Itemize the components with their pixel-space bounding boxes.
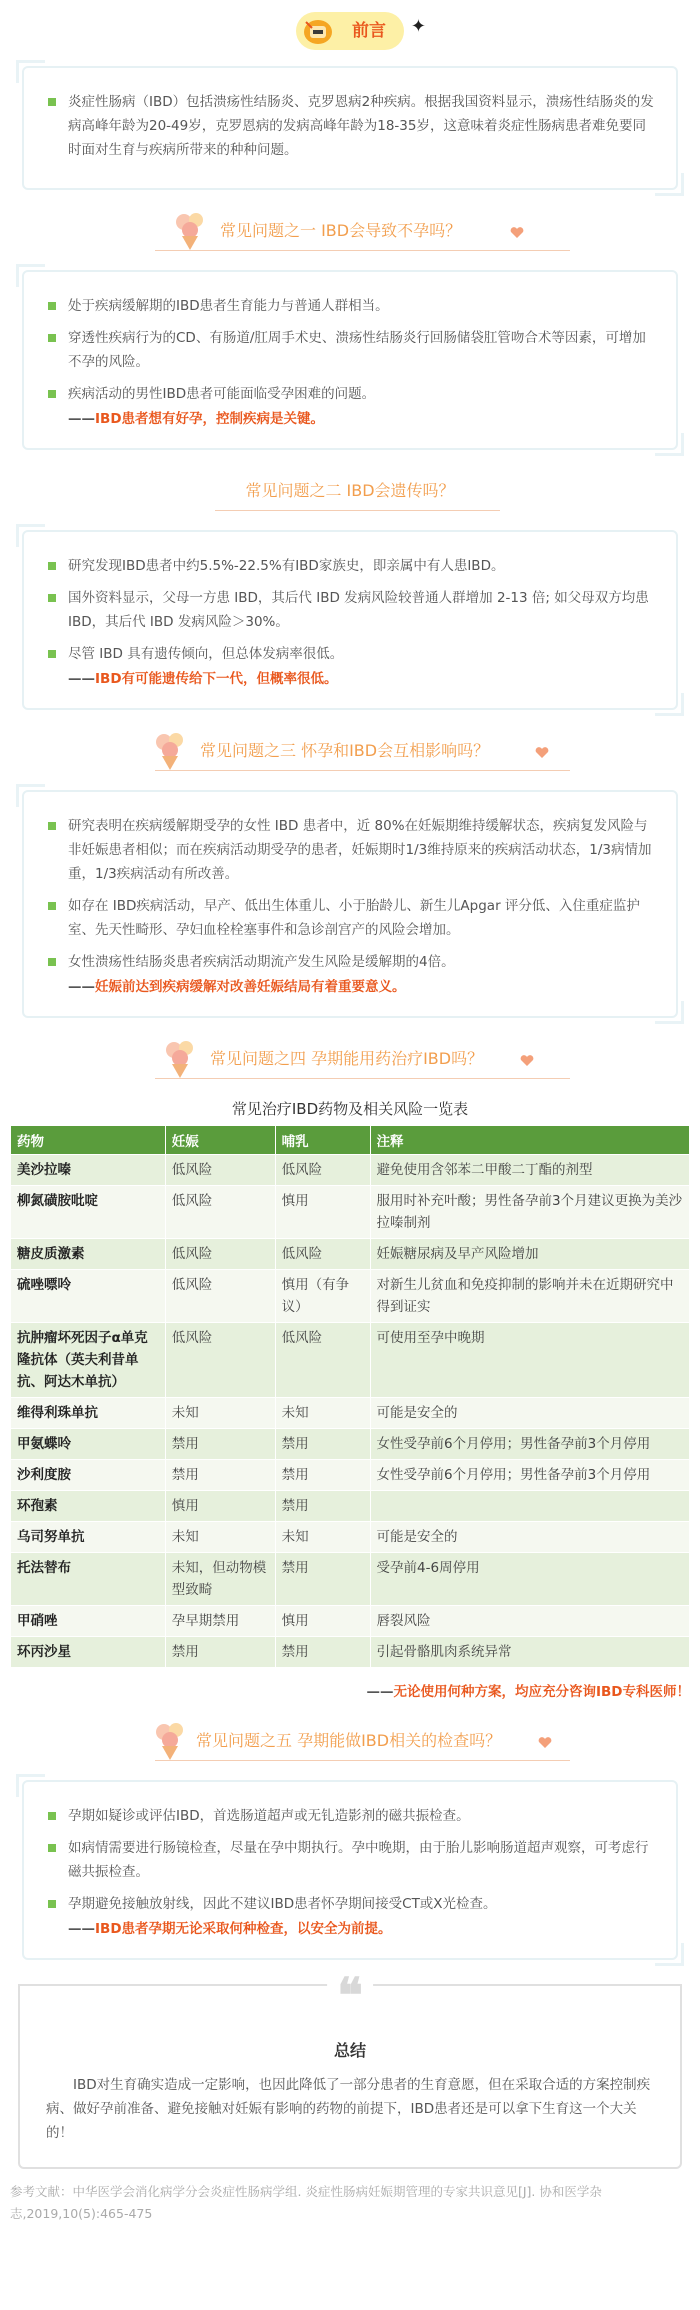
flower-bouquet-icon (158, 1036, 204, 1080)
divider (155, 1078, 570, 1079)
table-cell: 低风险 (165, 1323, 275, 1398)
table-cell: 禁用 (165, 1637, 275, 1668)
drug-cell: 甲氨蝶呤 (11, 1429, 166, 1460)
flower-bouquet-icon (148, 1718, 194, 1762)
q1-title: 常见问题之一 IBD会导致不孕吗？ (220, 221, 462, 240)
list-item: 穿透性疾病行为的CD、有肠道/肛周手术史、溃疡性结肠炎行回肠储袋肛管吻合术等因素，可增加不孕的风险。 (46, 326, 654, 374)
column-header: 哺乳 (275, 1126, 370, 1155)
bullet-icon (48, 562, 56, 570)
q2-heading (0, 464, 700, 520)
table-cell: 引起骨骼肌肉系统异常 (370, 1637, 689, 1668)
title-badge (296, 12, 426, 50)
bullet-icon (48, 302, 56, 310)
drug-cell: 乌司努单抗 (11, 1522, 166, 1553)
bullet-icon (48, 822, 56, 830)
q3-heading (0, 724, 700, 780)
table-cell: 低风险 (275, 1323, 370, 1398)
bullet-icon (48, 1812, 56, 1820)
table-row (11, 1323, 690, 1398)
table-cell: 可能是安全的 (370, 1522, 689, 1553)
summary-text: IBD对生育确实造成一定影响，也因此降低了一部分患者的生育意愿，但在采取合适的方案控制疾病、做好孕前准备、避免接触对妊娠有影响的药物的前提下，IBD患者还是可以拿下生育这一个大关的！ (46, 2077, 651, 2141)
bullet-icon (48, 1900, 56, 1908)
table-header-row (11, 1126, 690, 1155)
flower-bouquet-icon (168, 208, 214, 252)
table-cell: 女性受孕前6个月停用；男性备孕前3个月停用 (370, 1460, 689, 1491)
table-cell: 女性受孕前6个月停用；男性备孕前3个月停用 (370, 1429, 689, 1460)
table-cell: 未知 (165, 1398, 275, 1429)
q5-heading (0, 1714, 700, 1770)
table-cell: 低风险 (165, 1239, 275, 1270)
table-cell: 对新生儿贫血和免疫抑制的影响并未在近期研究中得到证实 (370, 1270, 689, 1323)
q4-conclusion: ——无论使用何种方案，均应充分咨询IBD专科医师！ (366, 1684, 690, 1700)
table-cell: 禁用 (275, 1637, 370, 1668)
list-item: 疾病活动的男性IBD患者可能面临受孕困难的问题。 (46, 382, 654, 406)
table-row (11, 1270, 690, 1323)
list-item: 处于疾病缓解期的IBD患者生育能力与普通人群相当。 (46, 294, 654, 318)
table-cell: 慎用 (275, 1606, 370, 1637)
column-header: 药物 (11, 1126, 166, 1155)
table-cell: 未知 (275, 1522, 370, 1553)
column-header: 妊娠 (165, 1126, 275, 1155)
table-cell: 低风险 (275, 1239, 370, 1270)
table-cell: 禁用 (275, 1460, 370, 1491)
column-header: 注释 (370, 1126, 689, 1155)
q5-title: 常见问题之五 孕期能做IBD相关的检查吗？ (196, 1731, 502, 1750)
table-row (11, 1398, 690, 1429)
header-title: 前言 (352, 21, 386, 41)
table-row (11, 1460, 690, 1491)
bullet-icon (48, 98, 56, 106)
drug-cell: 柳氮磺胺吡啶 (11, 1186, 166, 1239)
bullet-icon (48, 1844, 56, 1852)
bullet-icon (48, 902, 56, 910)
table-cell: 妊娠糖尿病及早产风险增加 (370, 1239, 689, 1270)
drug-cell: 托法替布 (11, 1553, 166, 1606)
list-item: 孕期如疑诊或评估IBD，首选肠道超声或无钆造影剂的磁共振检查。 (46, 1804, 654, 1828)
table-cell: 低风险 (165, 1270, 275, 1323)
drug-risk-table (10, 1125, 690, 1668)
table-row (11, 1491, 690, 1522)
summary-title: 总结 (333, 2041, 366, 2060)
divider (215, 510, 500, 511)
table-cell: 禁用 (165, 1429, 275, 1460)
table-cell: 慎用（有争议） (275, 1270, 370, 1323)
q3-title: 常见问题之三 怀孕和IBD会互相影响吗？ (200, 741, 490, 760)
table-cell: 未知 (165, 1522, 275, 1553)
divider (155, 250, 570, 251)
drug-cell: 甲硝唑 (11, 1606, 166, 1637)
drug-cell: 维得利珠单抗 (11, 1398, 166, 1429)
list-item: 如病情需要进行肠镜检查，尽量在孕中期执行。孕中晚期，由于胎儿影响肠道超声观察，可考虑行磁共振检查。 (46, 1836, 654, 1884)
table-cell: 禁用 (165, 1460, 275, 1491)
table-cell: 服用时补充叶酸；男性备孕前3个月建议更换为美沙拉嗪制剂 (370, 1186, 689, 1239)
table-row (11, 1637, 690, 1668)
q5-card (22, 1780, 678, 1960)
divider (155, 1760, 570, 1761)
table-cell: 低风险 (165, 1155, 275, 1186)
q2-title: 常见问题之二 IBD会遗传吗？ (245, 481, 455, 500)
q1-card (22, 270, 678, 450)
q3-card (22, 790, 678, 1018)
table-cell: 慎用 (165, 1491, 275, 1522)
heart-icon (520, 1054, 534, 1068)
heart-icon (538, 1736, 552, 1750)
bullet-icon (48, 650, 56, 658)
table-cell: 未知 (275, 1398, 370, 1429)
drug-cell: 抗肿瘤坏死因子α单克隆抗体（英夫利昔单抗、阿达木单抗） (11, 1323, 166, 1398)
table-row (11, 1186, 690, 1239)
bullet-icon (48, 594, 56, 602)
table-cell: 低风险 (165, 1186, 275, 1239)
q4-title: 常见问题之四 孕期能用药治疗IBD吗？ (210, 1049, 484, 1068)
reference: 参考文献：中华医学会消化病学分会炎症性肠病学组. 炎症性肠病妊娠期管理的专家共识意见[J]. 协和医学杂志,2019,10(5):465-475 (10, 2184, 602, 2221)
table-row (11, 1606, 690, 1637)
q3-conclusion: ——妊娠前达到疾病缓解对改善妊娠结局有着重要意义。 (68, 979, 406, 995)
cup-icon (302, 16, 336, 46)
quote-icon: ❝ (327, 1972, 373, 2020)
list-item: 孕期避免接触放射线，因此不建议IBD患者怀孕期间接受CT或X光检查。 (46, 1892, 654, 1916)
intro-card (22, 66, 678, 190)
table-cell (370, 1491, 689, 1522)
drug-cell: 环丙沙星 (11, 1637, 166, 1668)
table-cell: 孕早期禁用 (165, 1606, 275, 1637)
list-item: 研究发现IBD患者中约5.5%-22.5%有IBD家族史，即亲属中有人患IBD。 (46, 554, 654, 578)
table-cell: 禁用 (275, 1491, 370, 1522)
table-cell: 避免使用含邻苯二甲酸二丁酯的剂型 (370, 1155, 689, 1186)
bullet-icon (48, 390, 56, 398)
intro-paragraph: 炎症性肠病（IBD）包括溃疡性结肠炎、克罗恩病2种疾病。根据我国资料显示，溃疡性结肠炎的发病高峰年龄为20-49岁，克罗恩病的发病高峰年龄为18-35岁，这意味着炎症性肠病患者难免要同时面对生育与疾病所带来的种种问题。 (46, 90, 654, 162)
list-item: 尽管 IBD 具有遗传倾向，但总体发病率很低。 (46, 642, 654, 666)
list-item: 如存在 IBD疾病活动，早产、低出生体重儿、小于胎龄儿、新生儿Apgar 评分低、入住重症监护室、先天性畸形、孕妇血栓栓塞事件和急诊剖宫产的风险会增加。 (46, 894, 654, 942)
table-row (11, 1522, 690, 1553)
table-cell: 未知，但动物模型致畸 (165, 1553, 275, 1606)
divider (155, 770, 570, 771)
table-cell: 唇裂风险 (370, 1606, 689, 1637)
sparkle-icon: ✦ (410, 16, 426, 37)
q4-heading (0, 1032, 700, 1088)
table-cell: 禁用 (275, 1429, 370, 1460)
drug-cell: 糖皮质激素 (11, 1239, 166, 1270)
table-row (11, 1155, 690, 1186)
bullet-icon (48, 958, 56, 966)
table-row (11, 1553, 690, 1606)
table-row (11, 1239, 690, 1270)
table-row (11, 1429, 690, 1460)
bullet-icon (48, 334, 56, 342)
q1-conclusion: ——IBD患者想有好孕，控制疾病是关键。 (68, 411, 325, 427)
table-cell: 可使用至孕中晚期 (370, 1323, 689, 1398)
q5-conclusion: ——IBD患者孕期无论采取何种检查，以安全为前提。 (68, 1921, 392, 1937)
flower-bouquet-icon (148, 728, 194, 772)
q2-card (22, 530, 678, 710)
summary-box (18, 1968, 682, 2169)
q1-heading (0, 204, 700, 260)
drug-cell: 硫唑嘌呤 (11, 1270, 166, 1323)
table-cell: 可能是安全的 (370, 1398, 689, 1429)
table-cell: 低风险 (275, 1155, 370, 1186)
table-title: 常见治疗IBD药物及相关风险一览表 (231, 1100, 469, 1118)
heart-icon (535, 746, 549, 760)
header (0, 12, 700, 56)
drug-cell: 环孢素 (11, 1491, 166, 1522)
table-cell: 禁用 (275, 1553, 370, 1606)
list-item: 研究表明在疾病缓解期受孕的女性 IBD 患者中，近 80%在妊娠期维持缓解状态，疾病复发风险与非妊娠患者相似；而在疾病活动期受孕的患者，妊娠期时1/3维持原来的疾病活动状态，1/3病情加重，1/3疾病活动有所改善。 (46, 814, 654, 886)
q2-conclusion: ——IBD有可能遗传给下一代，但概率很低。 (68, 671, 338, 687)
heart-icon (510, 226, 524, 240)
drug-cell: 美沙拉嗪 (11, 1155, 166, 1186)
drug-cell: 沙利度胺 (11, 1460, 166, 1491)
table-cell: 慎用 (275, 1186, 370, 1239)
list-item: 女性溃疡性结肠炎患者疾病活动期流产发生风险是缓解期的4倍。 (46, 950, 654, 974)
table-cell: 受孕前4-6周停用 (370, 1553, 689, 1606)
list-item: 国外资料显示，父母一方患 IBD，其后代 IBD 发病风险较普通人群增加 2-13 倍; 如父母双方均患IBD，其后代 IBD 发病风险＞30%。 (46, 586, 654, 634)
